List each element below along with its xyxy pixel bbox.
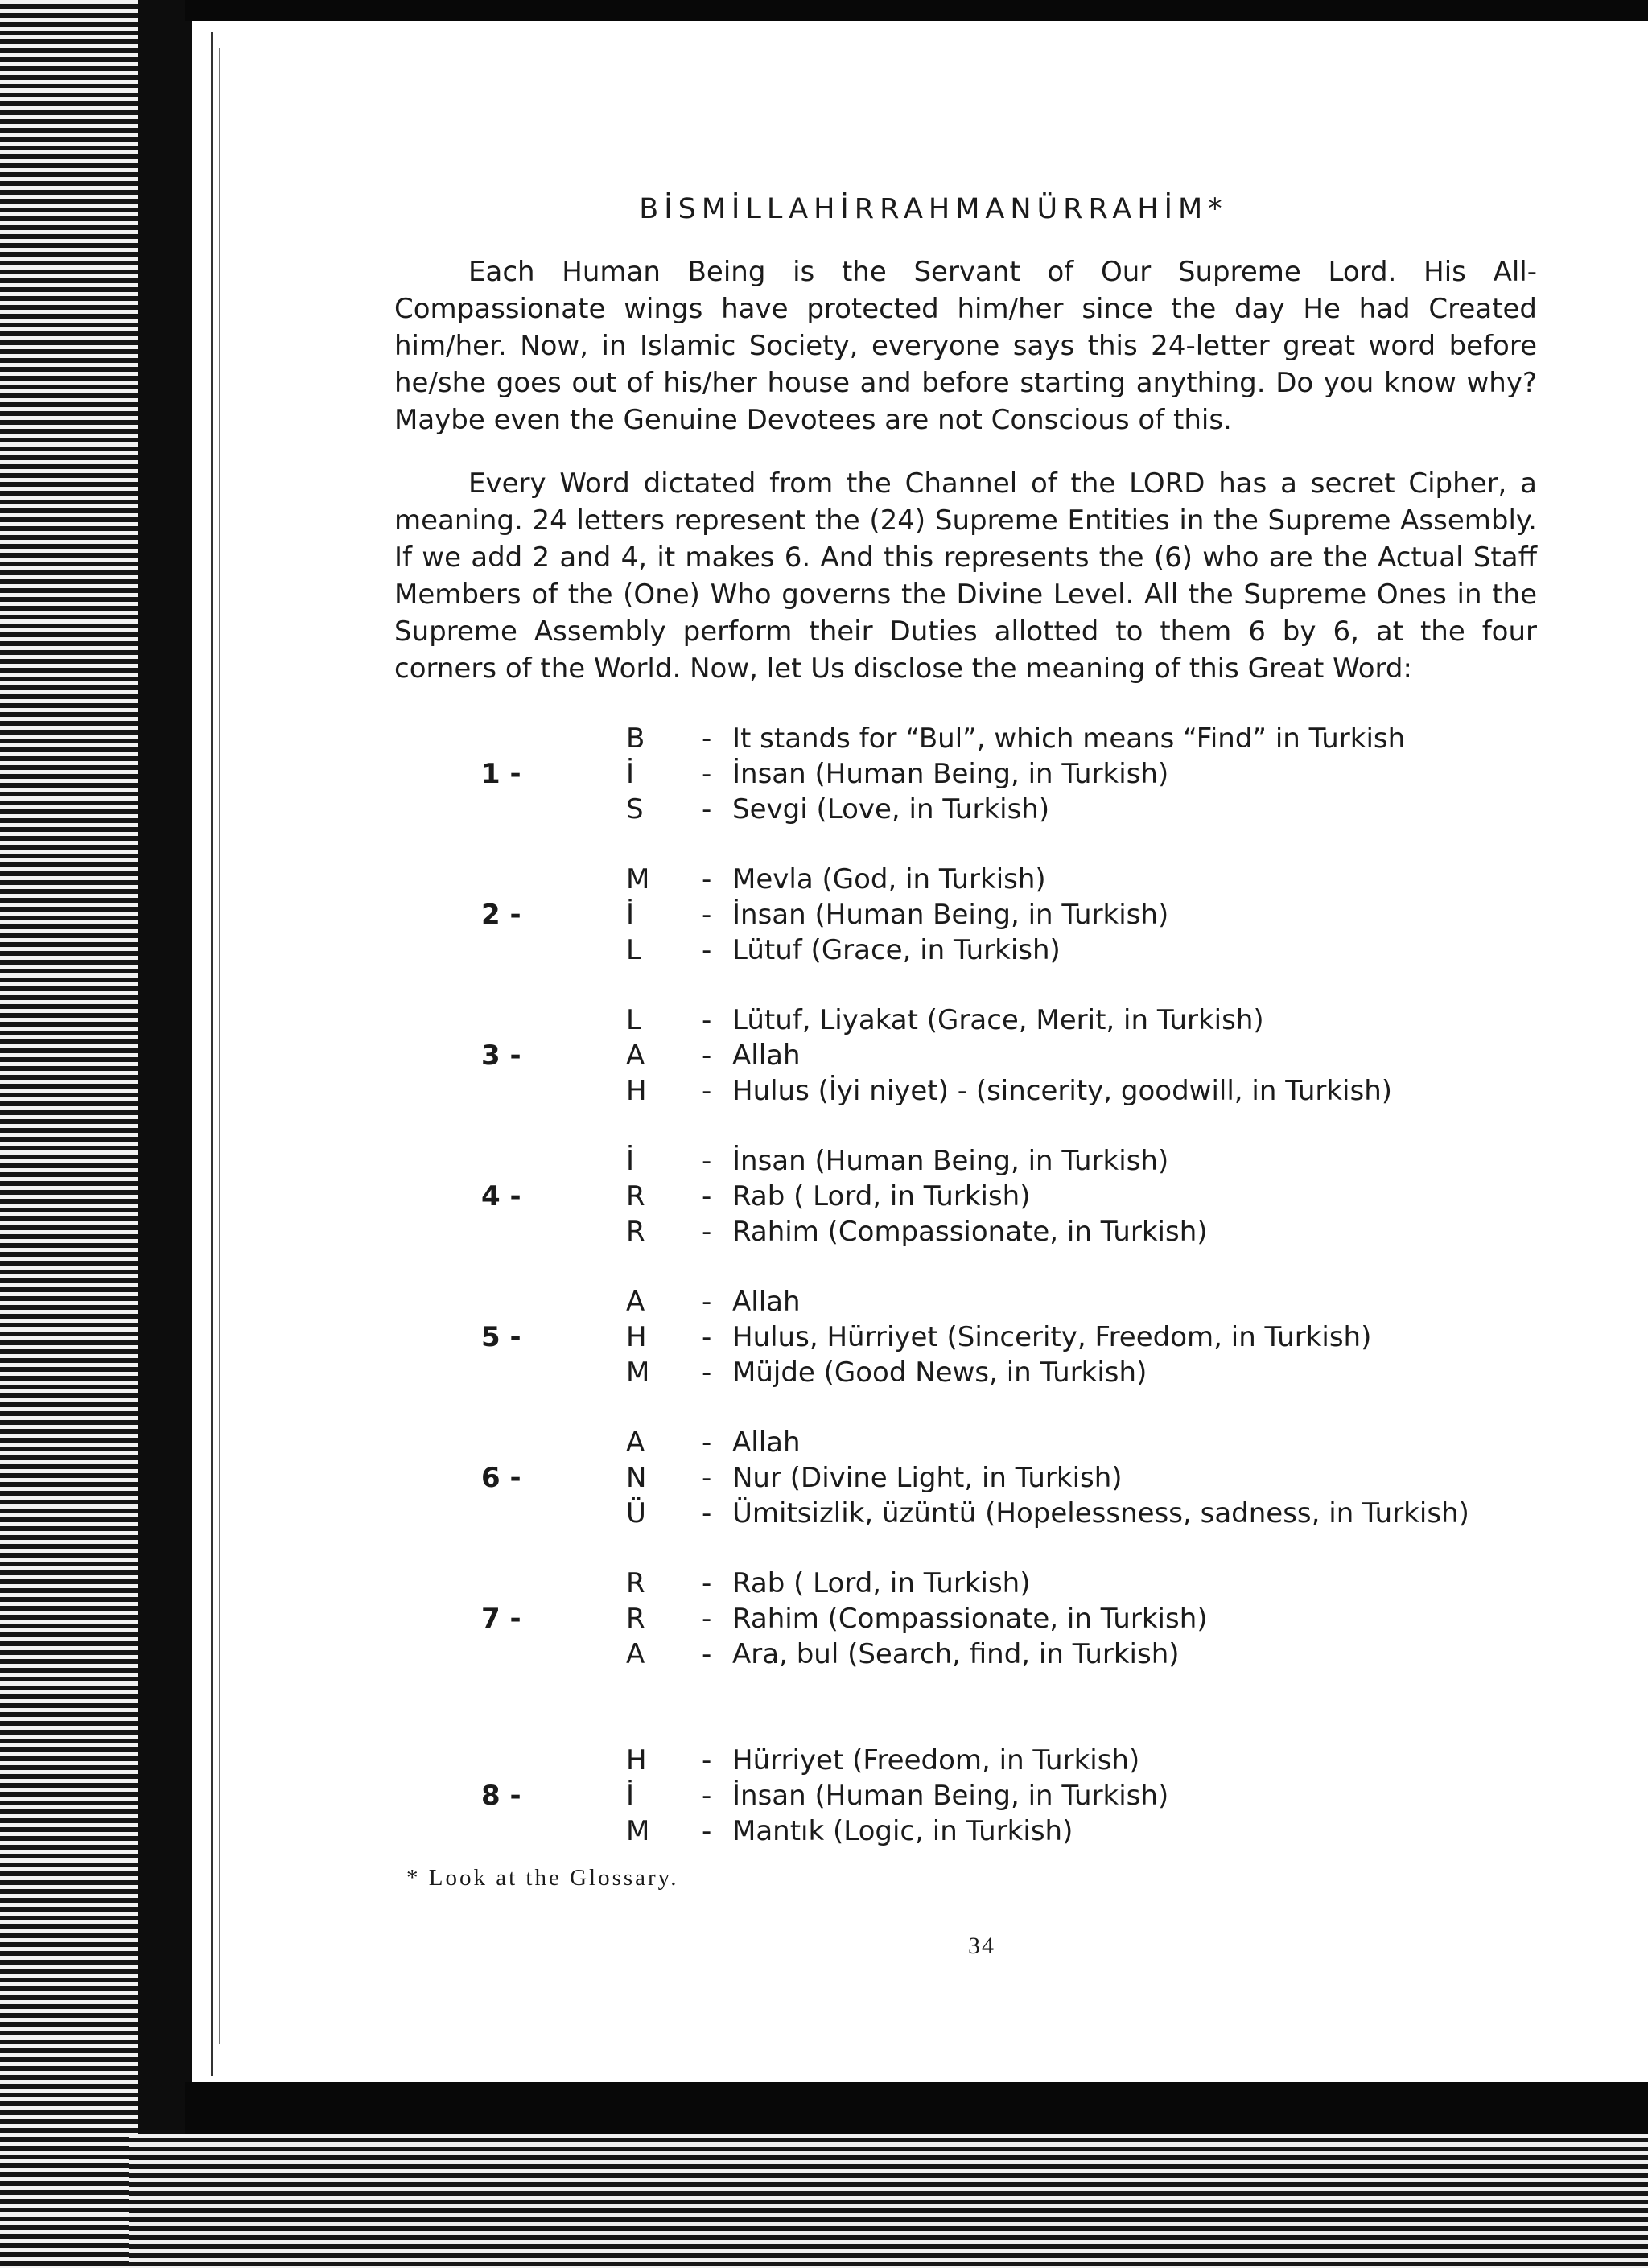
- dash: -: [702, 1567, 712, 1599]
- group-number: 7 -: [481, 1603, 521, 1635]
- letter: L: [626, 934, 641, 966]
- dash: -: [702, 1356, 712, 1389]
- dash: -: [702, 1145, 712, 1177]
- letter: R: [626, 1603, 645, 1635]
- dash: -: [702, 863, 712, 895]
- dash: -: [702, 1286, 712, 1318]
- letter-meaning: Rahim (Compassionate, in Turkish): [732, 1603, 1208, 1635]
- letter: İ: [626, 758, 635, 790]
- letter-meaning: Ara, bul (Search, find, in Turkish): [732, 1638, 1180, 1670]
- dash: -: [702, 1603, 712, 1635]
- page-spine-shadow: [219, 48, 220, 2044]
- letter-meaning: Allah: [732, 1286, 801, 1318]
- letter-meaning: Rab ( Lord, in Turkish): [732, 1180, 1031, 1212]
- letter-meaning: Hulus, Hürriyet (Sincerity, Freedom, in Turkish): [732, 1321, 1372, 1353]
- page-number: 34: [968, 1933, 995, 1959]
- letter-meaning: It stands for “Bul”, which means “Find” in Turkish: [732, 722, 1406, 755]
- group-number: 1 -: [481, 758, 521, 790]
- letter: L: [626, 1004, 641, 1036]
- dash: -: [702, 1780, 712, 1812]
- letter: A: [626, 1286, 645, 1318]
- letter-meaning: İnsan (Human Being, in Turkish): [732, 1780, 1169, 1812]
- dash: -: [702, 793, 712, 825]
- dash: -: [702, 722, 712, 755]
- dash: -: [702, 1039, 712, 1072]
- dash: -: [702, 1180, 712, 1212]
- paragraph-cipher: Every Word dictated from the Channel of the LORD has a secret Cipher, a meaning. 24 letters represent the (24) Supreme Entities in the Supreme Assembly. If we add 2 and 4, it makes 6. And this represents the (6) who are the Actual Staff Members of the (One) Who governs the Divine Level. All the Supreme Ones in the Supreme Assembly perform their Duties allotted to them 6 by 6, at the four corners of the World. Now, let Us disclose the meaning of this Great Word:: [394, 467, 1537, 685]
- dash: -: [702, 1004, 712, 1036]
- letter: B: [626, 722, 645, 755]
- dash: -: [702, 1321, 712, 1353]
- letter-meaning: Müjde (Good News, in Turkish): [732, 1356, 1147, 1389]
- scan-bottom-border: [185, 2082, 1648, 2134]
- letter: İ: [626, 1145, 635, 1177]
- letter: A: [626, 1039, 645, 1072]
- footnote: * Look at the Glossary.: [406, 1865, 679, 1891]
- letter: H: [626, 1744, 647, 1776]
- page-spine-line: [211, 32, 213, 2076]
- letter-meaning: İnsan (Human Being, in Turkish): [732, 1145, 1169, 1177]
- letter-meaning: Sevgi (Love, in Turkish): [732, 793, 1050, 825]
- dash: -: [702, 1426, 712, 1459]
- scan-bottom-stripes: [129, 2134, 1648, 2268]
- scan-top-border: [185, 0, 1648, 21]
- dash: -: [702, 1216, 712, 1248]
- dash: -: [702, 1497, 712, 1529]
- letter: S: [626, 793, 644, 825]
- dash: -: [702, 1462, 712, 1494]
- page-title: BİSMİLLAHİRRAHMANÜRRAHİM*: [639, 193, 1228, 225]
- letter: H: [626, 1075, 647, 1107]
- letter: A: [626, 1426, 645, 1459]
- letter-meaning: Lütuf (Grace, in Turkish): [732, 934, 1061, 966]
- group-number: 5 -: [481, 1321, 521, 1353]
- letter-meaning: Mantık (Logic, in Turkish): [732, 1815, 1073, 1847]
- group-number: 4 -: [481, 1180, 521, 1212]
- dash: -: [702, 1638, 712, 1670]
- dash: -: [702, 899, 712, 931]
- letter: R: [626, 1216, 645, 1248]
- letter-meaning: Rahim (Compassionate, in Turkish): [732, 1216, 1208, 1248]
- dash: -: [702, 1815, 712, 1847]
- letter: Ü: [626, 1497, 646, 1529]
- letter-meaning: Allah: [732, 1039, 801, 1072]
- letter: M: [626, 1356, 650, 1389]
- letter-meaning: Ümitsizlik, üzüntü (Hopelessness, sadness, in Turkish): [732, 1497, 1469, 1529]
- group-number: 8 -: [481, 1780, 521, 1812]
- paragraph-intro: Each Human Being is the Servant of Our Supreme Lord. His All-Compassionate wings have protected him/her since the day He had Created him/her. Now, in Islamic Society, everyone says this 24-letter great word before he/she goes out of his/her house and before starting anything. Do you know why? Maybe even the Genuine Devotees are not Conscious of this.: [394, 256, 1537, 436]
- dash: -: [702, 1744, 712, 1776]
- letter: R: [626, 1567, 645, 1599]
- letter: İ: [626, 899, 635, 931]
- letter-meaning: Hürriyet (Freedom, in Turkish): [732, 1744, 1140, 1776]
- letter-meaning: İnsan (Human Being, in Turkish): [732, 899, 1169, 931]
- group-number: 2 -: [481, 899, 521, 931]
- letter: N: [626, 1462, 647, 1494]
- dash: -: [702, 758, 712, 790]
- group-number: 6 -: [481, 1462, 521, 1494]
- letter: H: [626, 1321, 647, 1353]
- letter: M: [626, 1815, 650, 1847]
- group-number: 3 -: [481, 1039, 521, 1072]
- letter-meaning: Lütuf, Liyakat (Grace, Merit, in Turkish): [732, 1004, 1264, 1036]
- letter-meaning: İnsan (Human Being, in Turkish): [732, 758, 1169, 790]
- letter-meaning: Allah: [732, 1426, 801, 1459]
- letter: M: [626, 863, 650, 895]
- letter-meaning: Nur (Divine Light, in Turkish): [732, 1462, 1123, 1494]
- letter: R: [626, 1180, 645, 1212]
- letter-meaning: Hulus (İyi niyet) - (sincerity, goodwill, in Turkish): [732, 1075, 1393, 1107]
- letter-meaning: Mevla (God, in Turkish): [732, 863, 1046, 895]
- scan-binding-edge: [138, 0, 192, 2268]
- letter: A: [626, 1638, 645, 1670]
- dash: -: [702, 934, 712, 966]
- letter: İ: [626, 1780, 635, 1812]
- dash: -: [702, 1075, 712, 1107]
- letter-meaning: Rab ( Lord, in Turkish): [732, 1567, 1031, 1599]
